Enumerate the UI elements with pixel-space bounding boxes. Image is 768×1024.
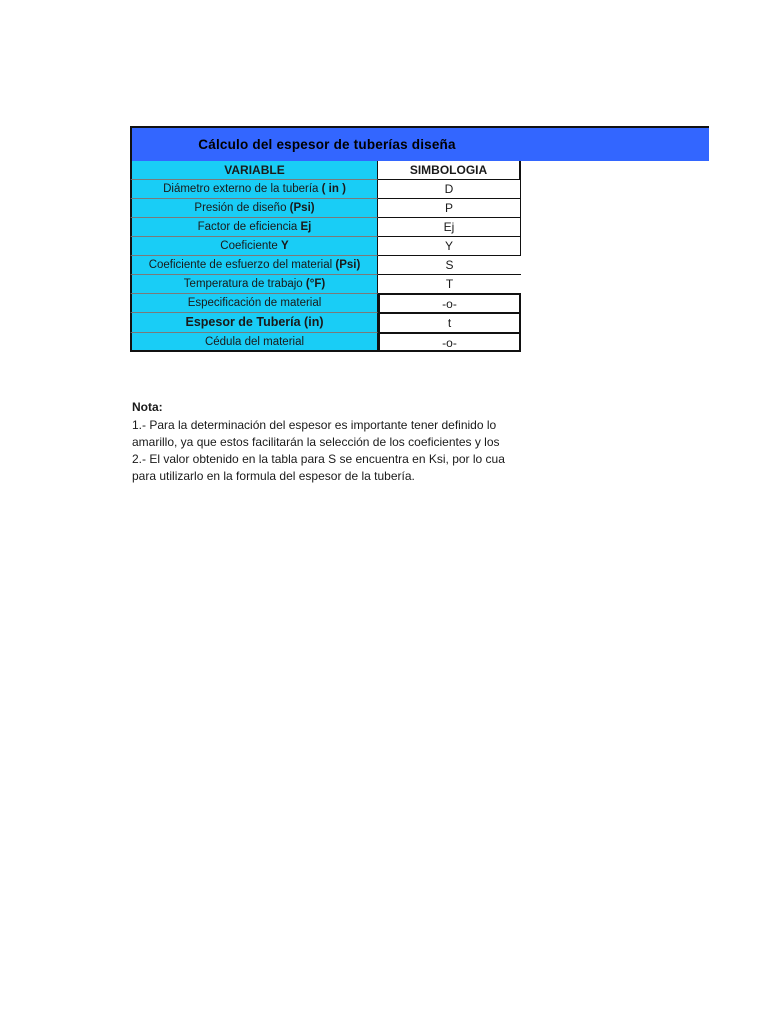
table-row bbox=[130, 294, 521, 313]
variable-cell[interactable]: Especificación de material bbox=[130, 294, 378, 313]
header-symbol: SIMBOLOGIA bbox=[378, 161, 521, 180]
variable-cell[interactable]: Cédula del material bbox=[130, 333, 378, 352]
note-line: para utilizarlo en la formula del espesor de la tubería. bbox=[132, 469, 415, 483]
table-row bbox=[130, 313, 521, 333]
symbol-cell[interactable]: -o- bbox=[378, 333, 521, 352]
symbol-cell[interactable]: t bbox=[378, 313, 521, 333]
symbol-cell[interactable]: D bbox=[378, 180, 521, 199]
variable-cell[interactable]: Temperatura de trabajo (°F) bbox=[130, 275, 378, 294]
symbol-cell[interactable]: P bbox=[378, 199, 521, 218]
variable-cell[interactable]: Coeficiente Y bbox=[130, 237, 378, 256]
variables-table bbox=[130, 161, 521, 352]
page-title: Cálculo del espesor de tuberías diseña bbox=[198, 137, 456, 152]
symbol-cell[interactable]: -o- bbox=[378, 294, 521, 313]
title-bar bbox=[130, 126, 709, 161]
variable-cell[interactable]: Factor de eficiencia Ej bbox=[130, 218, 378, 237]
note-line: amarillo, ya que estos facilitarán la selección de los coeficientes y los bbox=[132, 435, 500, 449]
table-header-row bbox=[130, 161, 521, 180]
table-row bbox=[130, 199, 521, 218]
symbol-cell[interactable]: T bbox=[378, 275, 521, 294]
note-line: 2.- El valor obtenido en la tabla para S se encuentra en Ksi, por lo cua bbox=[132, 452, 505, 466]
variable-cell[interactable]: Diámetro externo de la tubería ( in ) bbox=[130, 180, 378, 199]
notes-heading: Nota: bbox=[132, 400, 163, 414]
variable-cell[interactable]: Coeficiente de esfuerzo del material (Psi) bbox=[130, 256, 378, 275]
header-variable: VARIABLE bbox=[130, 161, 378, 180]
variable-cell[interactable]: Espesor de Tubería (in) bbox=[130, 313, 378, 333]
note-line: 1.- Para la determinación del espesor es importante tener definido lo bbox=[132, 418, 497, 432]
table-row bbox=[130, 256, 521, 275]
symbol-cell[interactable]: Y bbox=[378, 237, 521, 256]
table-row bbox=[130, 237, 521, 256]
table-row bbox=[130, 333, 521, 352]
table-row bbox=[130, 218, 521, 237]
symbol-cell[interactable]: S bbox=[378, 256, 521, 275]
variable-cell[interactable]: Presión de diseño (Psi) bbox=[130, 199, 378, 218]
table-row bbox=[130, 180, 521, 199]
table-row bbox=[130, 275, 521, 294]
symbol-cell[interactable]: Ej bbox=[378, 218, 521, 237]
notes-section bbox=[132, 399, 521, 485]
